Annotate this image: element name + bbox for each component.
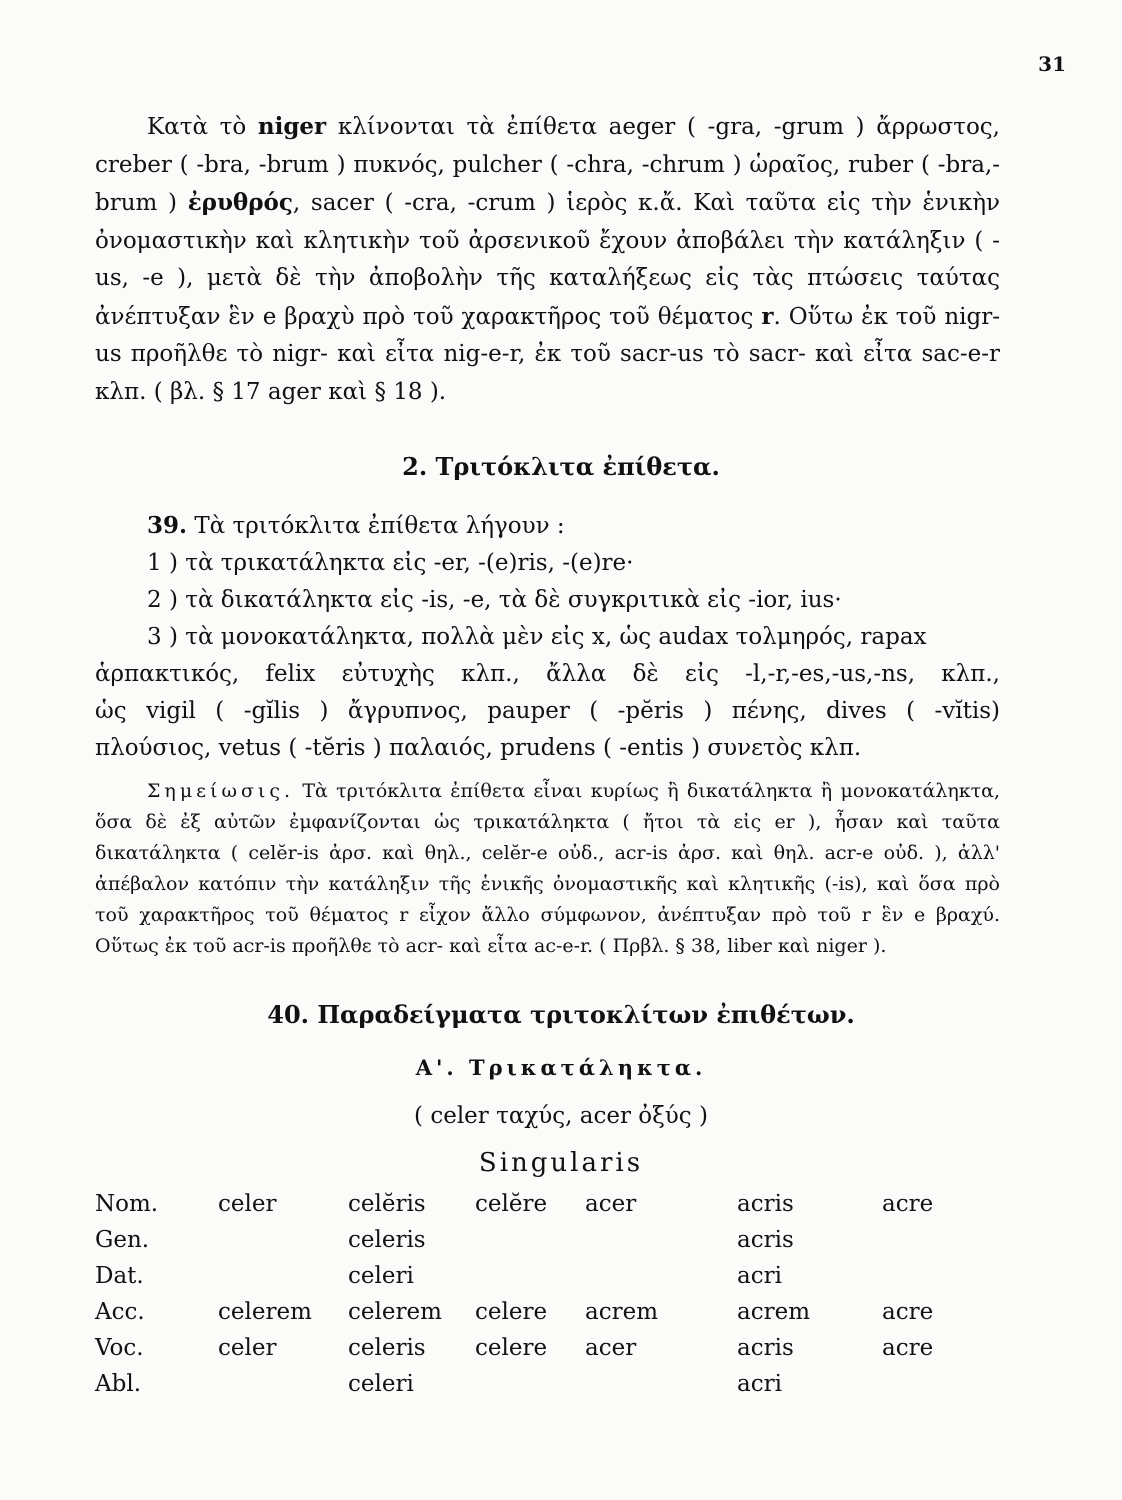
note-paragraph xyxy=(95,776,1000,962)
page-number: 31 xyxy=(1038,52,1066,76)
table-cell: acris xyxy=(737,1227,794,1253)
table-cell: celeri xyxy=(348,1263,414,1289)
intro-paragraph xyxy=(95,108,1000,411)
singularis-label: Singularis xyxy=(478,1148,644,1178)
table-cell: acre xyxy=(882,1335,934,1361)
table-cell: acre xyxy=(882,1191,934,1217)
para39-item-2: 2 ) τὰ δικατάληκτα εἰς -is, -e, τὰ δὲ συγκριτικὰ εἰς -ior, ius· xyxy=(147,587,842,613)
note-label: Σημείωσις. xyxy=(147,780,295,802)
table-cell: acer xyxy=(585,1335,637,1361)
para39-number: 39. xyxy=(147,512,188,539)
table-cell: celerem xyxy=(218,1299,312,1325)
para39-item-3-line-4: πλούσιος, vetus ( -tĕris ) παλαιός, prudens ( -entis ) συνετὸς κλπ. xyxy=(95,735,862,761)
table-cell xyxy=(585,1258,737,1294)
table-cell: celĕre xyxy=(475,1191,548,1217)
intro-erythros: ἐρυθρός xyxy=(187,189,293,216)
para39-intro-line xyxy=(95,507,1000,545)
table-row xyxy=(95,1186,972,1222)
table-cell xyxy=(218,1258,348,1294)
table-cell: celeri xyxy=(348,1371,414,1397)
table-cell: acre xyxy=(882,1299,934,1325)
subheading-trikatalikta: Α'. Τρικατάληκτα. xyxy=(415,1055,707,1080)
intro-text-4: . Οὕτω ἐκ τοῦ nigr-us προῆλθε τὸ nigr- καὶ εἶτα nig-e-r, ἐκ τοῦ sacr-us τὸ sacr- καὶ εἶτα sac-e-r κλπ. ( βλ. § 17 ager καὶ § 18 ). xyxy=(95,303,1000,405)
declension-table xyxy=(95,1186,972,1402)
intro-text-3: , sacer ( -cra, -crum ) ἱερὸς κ.ἄ. Καὶ ταῦτα εἰς τὴν ἑνικὴν ὀνομαστικὴν καὶ κλητικὴν τοῦ ἀρσενικοῦ ἔχουν ἀποβάλει τὴν κατάληξιν ( -us, -e ), μετὰ δὲ τὴν ἀποβολὴν τῆς καταλήξεως εἰς τὰς πτώσεις ταύτας ἀνέπτυξαν ἓν e βραχὺ πρὸ τοῦ χαρακτῆρος τοῦ θέματος xyxy=(95,190,1001,330)
intro-text-1: Κατὰ τὸ xyxy=(147,114,258,140)
table-cell xyxy=(218,1222,348,1258)
table-cell xyxy=(475,1258,585,1294)
table-row xyxy=(95,1258,972,1294)
table-cell: celeris xyxy=(348,1227,426,1253)
intro-niger: niger xyxy=(257,113,327,140)
table-cell xyxy=(218,1366,348,1402)
table-row xyxy=(95,1330,972,1366)
table-row xyxy=(95,1366,972,1402)
case-label: Gen. xyxy=(95,1227,150,1253)
intro-text-2: κλίνονται τὰ ἐπίθετα aeger ( -gra, -grum ) ἄρρωστος, creber ( -bra, -brum ) πυκνός, pulcher ( -chra, -chrum ) ὡραῖος, ruber ( -bra,-brum ) xyxy=(95,114,1000,216)
table-cell: acri xyxy=(737,1263,782,1289)
table-row xyxy=(95,1294,972,1330)
table-cell xyxy=(475,1366,585,1402)
intro-r: r xyxy=(761,302,774,330)
table-cell xyxy=(585,1366,737,1402)
table-cell: acri xyxy=(737,1371,782,1397)
case-label: Acc. xyxy=(95,1299,145,1325)
para39-item-1: 1 ) τὰ τρικατάληκτα εἰς -er, -(e)ris, -(e)re· xyxy=(147,550,634,576)
para39-item-3-line-1: 3 ) τὰ μονοκατάληκτα, πολλὰ μὲν εἰς x, ὡς audax τολμηρός, rapax xyxy=(147,624,927,650)
table-cell: acris xyxy=(737,1191,794,1217)
table-cell xyxy=(882,1258,972,1294)
table-cell: acris xyxy=(737,1335,794,1361)
table-row xyxy=(95,1222,972,1258)
case-label: Abl. xyxy=(95,1371,141,1397)
table-cell: celer xyxy=(218,1191,277,1217)
para39-intro: Τὰ τριτόκλιτα ἐπίθετα λήγουν : xyxy=(187,513,565,539)
table-cell xyxy=(475,1222,585,1258)
table-cell xyxy=(882,1222,972,1258)
case-label: Nom. xyxy=(95,1191,159,1217)
case-label: Dat. xyxy=(95,1263,144,1289)
table-cell: celerem xyxy=(348,1299,442,1325)
para39-item-3-line-2: ἁρπακτικός, felix εὐτυχὴς κλπ., ἄλλα δὲ εἰς -l,-r,-es,-us,-ns, κλπ., xyxy=(95,661,1000,687)
case-label: Voc. xyxy=(95,1335,144,1361)
table-cell: acrem xyxy=(585,1299,659,1325)
table-cell: celere xyxy=(475,1335,548,1361)
table-cell: celere xyxy=(475,1299,548,1325)
section-heading-40: 40. Παραδείγματα τριτοκλίτων ἐπιθέτων. xyxy=(267,1000,855,1029)
note-text: Τὰ τριτόκλιτα ἐπίθετα εἶναι κυρίως ἢ δικατάληκτα ἢ μονοκατάληκτα, ὅσα δὲ ἐξ αὐτῶν ἐμφανίζονται ὡς τρικατάληκτα ( ἤτοι τὰ εἰς er ), ἦσαν καὶ ταῦτα δικατάληκτα ( celĕr-is ἀρσ. καὶ θηλ., celĕr-e οὐδ., acr-is ἀρσ. καὶ θηλ. acr-e οὐδ. ), ἀλλ' ἀπέβαλον κατόπιν τὴν κατάληξιν τῆς ἑνικῆς ὀνομαστικῆς καὶ κλητικῆς (-is), καὶ ὅσα πρὸ τοῦ χαρακτῆρος τοῦ θέματος r εἶχον ἄλλο σύμφωνον, ἀνέπτυξαν πρὸ τοῦ r ἓν e βραχύ. Οὕτως ἐκ τοῦ acr-is προῆλθε τὸ acr- καὶ εἶτα ac-e-r. ( Πρβλ. § 38, liber καὶ niger ). xyxy=(95,780,1000,957)
table-cell xyxy=(585,1222,737,1258)
table-cell xyxy=(882,1366,972,1402)
table-cell: celeris xyxy=(348,1335,426,1361)
examples-line: ( celer ταχύς, acer ὀξύς ) xyxy=(414,1103,708,1129)
section-heading-2: 2. Τριτόκλιτα ἐπίθετα. xyxy=(402,452,720,481)
table-cell: celĕris xyxy=(348,1191,426,1217)
table-cell: acer xyxy=(585,1191,637,1217)
table-cell: acrem xyxy=(737,1299,811,1325)
table-cell: celer xyxy=(218,1335,277,1361)
paragraph-39 xyxy=(95,507,1000,767)
para39-item-3-line-3: ὡς vigil ( -gĭlis ) ἄγρυπνος, pauper ( -pĕris ) πένης, dives ( -vĭtis) xyxy=(95,698,1000,724)
